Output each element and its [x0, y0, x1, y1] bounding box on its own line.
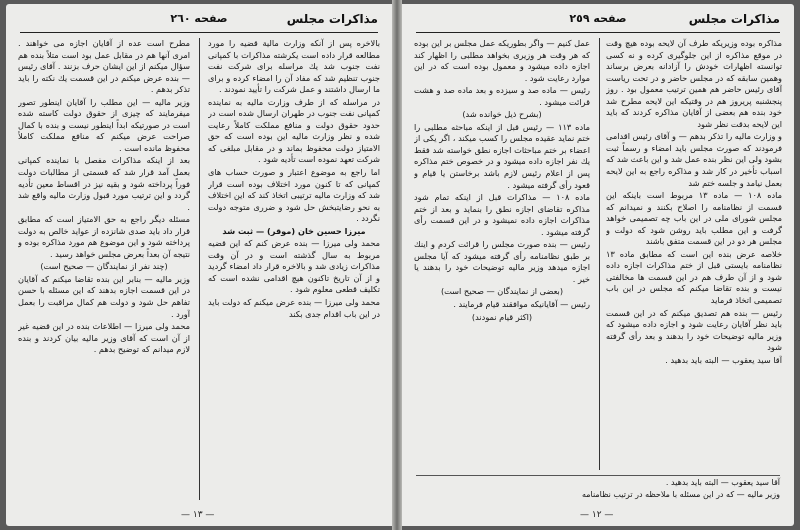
paragraph: محمد ولی ميرزا — بنده عرض كنم كه اين قضيه مربوط به سال گذشته است و در آن وقت مذاكرات زيادی شد و بالاخره قرار داد امضاء گرديد و از آن تاريخ تاكنون هيچ اقدامی نشده است كه تكليف قطعی معلوم شود .	[208, 238, 380, 295]
column-divider	[199, 38, 200, 500]
paragraph: (اكثر قيام نمودند)	[471, 311, 533, 322]
right-page-number: صفحه ٢٥٩	[569, 12, 627, 25]
right-page-bottom-text	[416, 475, 780, 506]
paragraph: وزير ماليه — اين مطلب را آقايان اينطور تصور ميفرمايند كه چيزی از حقوق دولت كاسته شده است در صورتيكه ابداً اينطور نيست و بنده با كمال صراحت عرض ميكنم كه منافع مملكت كاملاً محفوظ مانده است .	[18, 96, 190, 153]
paragraph: ماده ١٠٨ — مذاكرات قبل از اينكه تمام شود مذاكره تقاضای اجازه نطق را بنمايد و بعد از ختم مذاكرات اجازه داده نميشود و در اين قسمت رأی گرفته ميشود .	[414, 192, 590, 237]
paragraph: اما راجع به موضوع اعتبار و صورت حساب های كمپانی كه تا كنون مورد اختلاف بوده است قرار شد كه وزارت ماليه ترتيبی اتخاذ كند كه اين اختلاف به نحو رضايتبخش حل شود و ضرری متوجه دولت نگردد .	[208, 167, 380, 224]
paragraph: مذاكره بوده وزيريكه طرف آن لايحه بوده هيچ وقت در موقع مذاكره از اين جلوگيری كرده و نه كسی توانسته اظهارات خودش را آزادانه بعرض برساند وهمين سابقه كه در مجلس حاضر و در تحت رياست آقای رئيس حاضر هم همين ترتيب معمول بود . روز پنجشنبه پريروز هم در وقتيكه اين لايحه مطرح شد خود بنده هم بعضی از آقايان مذاكره كردند كه بايد اين لايحه بدقت نظر شود	[606, 38, 782, 129]
paragraph: رئيس — ماده صد و سيزده و بعد ماده صد و هشت قرائت ميشود .	[414, 85, 590, 107]
paragraph: ميرزا حسين خان (موقر) — ثبت شد	[222, 225, 366, 236]
paragraph: ماده ١١٣ — رئيس قبل از اينكه مباحثه مطلبی را ختم نمايد عقيده مجلس را كسب ميكند ، اگر يكی از اعضاء بر ختم مباحثات اجازه نطق خواسته شد فقط يك نفر اجازه داده ميشود و در خصوص ختم مذاكره پس از اعلام رئيس لازم باشد برخاستن يا قيام و قعود رأی گرفته ميشود .	[414, 121, 590, 190]
left-page-right-column	[208, 38, 380, 504]
paragraph: خلاصه عرض بنده اين است كه مطابق ماده ١٣ نظامنامه بايستی قبل از ختم مذاكرات اجازه داده شود و از آن طرف هم در اين قسمت ها مخالفتی نيست و بنده تقاضا ميكنم كه مجلس در اين باب تصميمی اتخاذ فرمايد	[606, 248, 782, 306]
paragraph: وزير ماليه — بنابر اين بنده تقاضا ميكنم كه آقايان در اين قسمت اجازه بدهند كه اين مسئله با حسن تفاهم حل شود و دولت هم كمال مراقبت را بعمل آورد .	[18, 273, 190, 319]
left-page	[6, 4, 392, 526]
paragraph: بعد از اينكه مذاكرات مفصل با نماينده كمپانی بعمل آمد قرار شد كه قسمتی از مطالبات دولت فوراً پرداخته شود و بقيه نيز در اقساط معين تأديه گردد و اين ترتيب مورد قبول وزارت ماليه واقع شد .	[18, 155, 190, 212]
paragraph: عمل كنيم — واگر بطوريكه عمل مجلس بر اين بوده كه هر وقت هر وزيری بخواهد مطلبی را اظهار كند اجازه داده ميشود و معمول بوده است كه در اين موارد رعايت شود .	[414, 38, 590, 83]
paragraph: بالاخره پس از آنكه وزارت مالية قضيه را مورد مطالعه قرار داده است يكرشته مذاكرات با كمپانی نفت جنوب شد يك مراسله برای شركت نفت جنوب تنظيم شد كه مفاد آن را امضاء كرده و برای ما ارسال داشتند و عمل شركت را تأييد نمودند .	[208, 38, 380, 95]
column-divider	[599, 38, 600, 470]
right-page-footer: — ١٢ —	[580, 510, 614, 520]
left-page-footer: — ١٣ —	[181, 510, 215, 520]
paragraph: رئيس — آقايانيكه موافقند قيام فرمايند .	[453, 299, 590, 310]
right-page-header-title: مذاكرات مجلس	[688, 12, 780, 26]
paragraph: مسئله ديگر راجع به حق الامتياز است كه مطابق قرار داد بايد صدی شانزده از عوايد خالص به دولت پرداخته شود و اين موضوع هم مورد مذاكره بوده و نتيجه آن بعداً بعرض مجلس خواهد رسيد .	[18, 214, 190, 259]
left-page-header	[20, 10, 378, 33]
paragraph: (بشرح ذيل خوانده شد)	[462, 109, 542, 120]
paragraph: (بعضی از نمايندگان — صحيح است)	[440, 286, 564, 297]
paragraph: در مراسله كه از طرف وزارت ماليه به نماينده كمپانی نفت جنوب در طهران ارسال شده است در حدود حقوق دولت و منافع مملكت كاملاً رعايت شده و نظر وزارت ماليه اين بوده است كه حق الامتياز دولت محفوظ بماند و در مقابل مبلغی كه شركت تعهد نموده است تأديه شود .	[208, 96, 380, 165]
left-page-header-title: مذاكرات مجلس	[286, 12, 378, 26]
paragraph: محمد ولی ميرزا — بنده عرض ميكنم كه دولت بايد در اين باب اقدام جدی بكند	[208, 297, 380, 319]
book-gutter	[392, 0, 402, 530]
paragraph: رئيس — بنده صورت مجلس را قرائت كردم و اينك بر طبق نظامنامه رأی گرفته ميشود كه آيا مجلس اجازه ميدهد وزير ماليه توضيحات خود را بدهند يا خير .	[414, 239, 590, 284]
left-page-number: صفحه ٢٦٠	[170, 12, 228, 25]
paragraph: محمد ولی ميرزا — اطلاعات بنده در اين قضيه غير از آن است كه آقای وزير ماليه بيان كردند و بنده لازم ميدانم كه توضيح بدهم .	[18, 321, 190, 355]
paragraph: وزير ماليه — كه در اين مسئله با ملاحظه در ترتيب نظامنامه	[581, 490, 780, 499]
paragraph: رئيس — بنده هم تصديق ميكنم كه در اين قسمت بايد نظر آقايان رعايت شود و اجازه داده ميشود كه وزير ماليه توضيحات خود را بدهند و بعد رأی گرفته شود	[606, 307, 782, 353]
paragraph: آقا سيد يعقوب — البته بايد بدهيد .	[665, 478, 780, 487]
right-page-left-column	[414, 38, 590, 470]
right-page-header	[416, 10, 780, 33]
paragraph: مطرح است عده از آقايان اجازه می خواهند . امری آنها هم در مقابل عمل بود است متلاً بنده هم سؤال ميكنم از اين ايشان حرف بزنند . آقای رئيس — بنده عرض ميكنم در اين قسمت يك نكته را بايد تذكر بدهم .	[18, 38, 190, 95]
right-page	[402, 4, 794, 526]
right-page-right-column	[606, 38, 782, 470]
paragraph: ماده ١٠٨ — ماده ١٣ مربوط است باينكه اين قسمت از نظامنامه را اصلاح بكنند و نميدانم كه مجلس شورای ملی در اين باب چه تصميمی خواهد گرفت و اين مطلب بايد روشن شود كه دولت و مجلس هر دو در اين قسمت متفق باشند	[606, 190, 782, 247]
paragraph: (چند نفر از نمايندگان — صحيح است)	[40, 261, 168, 272]
paragraph: و وزارت ماليه را تذكر بدهم — و آقای رئيس اقدامی فرمودند كه صورت مجلس بايد امضاء و رسماً ثبت بشود ولی اين نظر بنده عمل شد و اين باعث شد كه اسباب تأخير در كار شد و مذاكره راجع به اين لايحه بعمل نيامد و جلسه ختم شد	[606, 131, 782, 188]
paragraph: آقا سيد يعقوب — البته بايد بدهيد .	[665, 354, 782, 365]
left-page-left-column	[18, 38, 190, 504]
